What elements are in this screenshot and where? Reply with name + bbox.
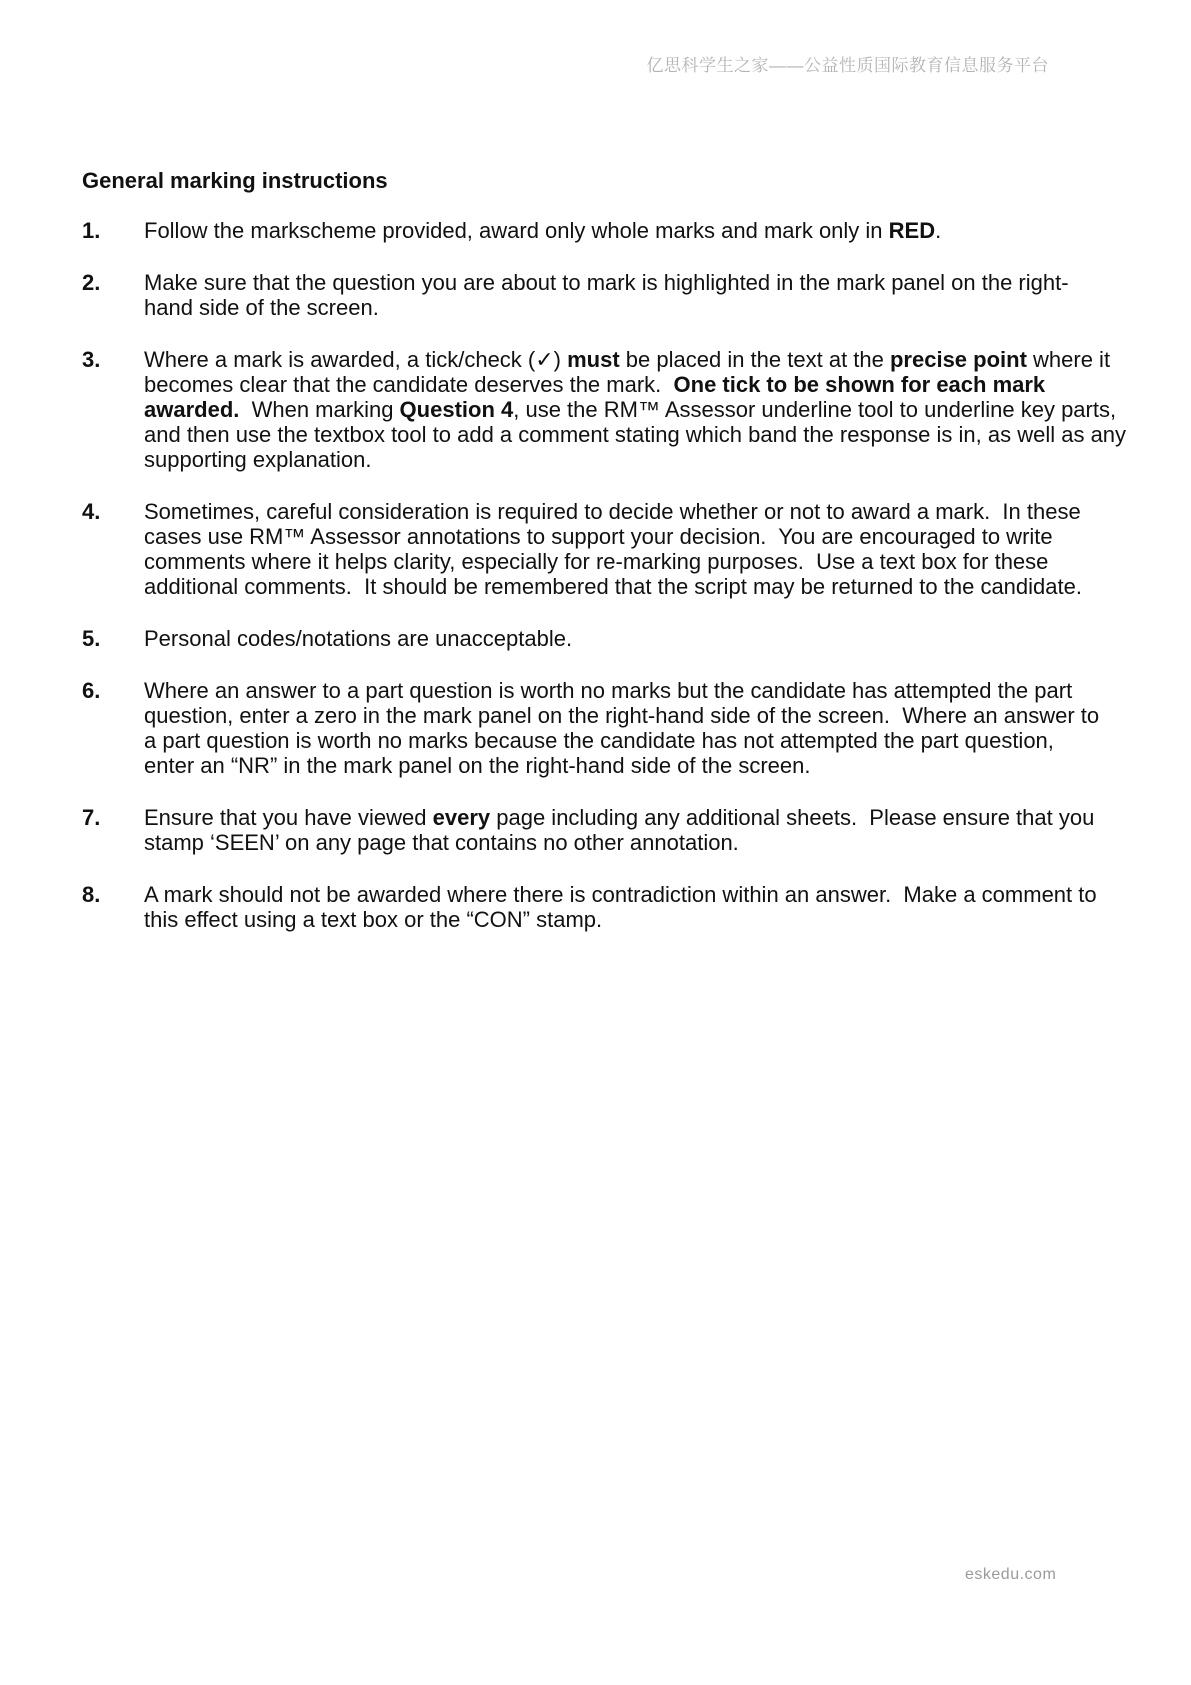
- instruction-number: 7.: [82, 805, 101, 830]
- instruction-line: [144, 703, 1099, 728]
- instruction-number: 5.: [82, 626, 101, 651]
- text-segment: additional comments. It should be remembered that the script may be returned to the candidate.: [144, 574, 1082, 599]
- text-segment: .: [935, 218, 942, 243]
- instruction-line: [144, 372, 1126, 397]
- instruction-text: [144, 678, 1099, 778]
- instruction-text: [144, 882, 1097, 932]
- text-segment: a part question is worth no marks because the candidate has not attempted the part question,: [144, 728, 1054, 753]
- instruction-line: [144, 549, 1082, 574]
- instruction-line: [144, 347, 1126, 372]
- text-segment: supporting explanation.: [144, 447, 372, 472]
- instruction-line: [144, 574, 1082, 599]
- instruction-number: 8.: [82, 882, 101, 907]
- text-segment: Personal codes/notations are unacceptable.: [144, 626, 573, 651]
- text-segment: hand side of the screen.: [144, 295, 379, 320]
- text-segment: this effect using a text box or the “CON” stamp.: [144, 907, 603, 932]
- instruction-text: [144, 499, 1082, 599]
- instruction-line: [144, 270, 1069, 295]
- instruction-line: [144, 830, 1094, 855]
- instruction-item: [82, 499, 1126, 599]
- instruction-text: [144, 218, 941, 243]
- instruction-number: 3.: [82, 347, 101, 372]
- instruction-item: [82, 270, 1126, 320]
- instruction-number: 4.: [82, 499, 101, 524]
- instruction-line: [144, 678, 1099, 703]
- instruction-line: [144, 882, 1097, 907]
- bold-text-segment: One tick to be shown for each mark: [673, 372, 1046, 397]
- instruction-line: [144, 753, 1099, 778]
- instruction-text: [144, 347, 1126, 472]
- marking-instructions-section: [82, 168, 1126, 959]
- instruction-item: [82, 678, 1126, 778]
- site-watermark-footer: eskedu.com: [965, 1566, 1057, 1583]
- instruction-item: [82, 805, 1126, 855]
- instruction-number: 6.: [82, 678, 101, 703]
- text-segment: stamp ‘SEEN’ on any page that contains no other annotation.: [144, 830, 739, 855]
- instruction-line: [144, 805, 1094, 830]
- text-segment: question, enter a zero in the mark panel on the right-hand side of the screen. Where an answer to: [144, 703, 1100, 728]
- instruction-line: [144, 907, 1097, 932]
- instruction-line: [144, 499, 1082, 524]
- text-segment: cases use RM™ Assessor annotations to support your decision. You are encouraged to write: [144, 524, 1053, 549]
- text-segment: comments where it helps clarity, especially for re-marking purposes. Use a text box for these: [144, 549, 1049, 574]
- text-segment: page including any additional sheets. Please ensure that you: [490, 805, 1095, 830]
- text-segment: Follow the markscheme provided, award only whole marks and mark only in: [144, 218, 889, 243]
- instructions-list: [82, 218, 1126, 932]
- instruction-text: [144, 270, 1069, 320]
- instruction-text: [144, 626, 572, 651]
- instruction-item: [82, 347, 1126, 472]
- bold-text-segment: awarded.: [144, 397, 240, 422]
- text-segment: becomes clear that the candidate deserves the mark.: [144, 372, 674, 397]
- text-segment: A mark should not be awarded where there is contradiction within an answer. Make a comment to: [144, 882, 1097, 907]
- instruction-item: [82, 218, 1126, 243]
- text-segment: and then use the textbox tool to add a comment stating which band the response is in, as well as any: [144, 422, 1127, 447]
- text-segment: When marking: [239, 397, 400, 422]
- instruction-line: [144, 447, 1126, 472]
- text-segment: Where a mark is awarded, a tick/check (✓): [144, 347, 568, 372]
- text-segment: Make sure that the question you are about to mark is highlighted in the mark panel on the right-: [144, 270, 1069, 295]
- instruction-line: [144, 397, 1126, 422]
- instruction-number: 2.: [82, 270, 101, 295]
- text-segment: , use the RM™ Assessor underline tool to underline key parts,: [513, 397, 1117, 422]
- bold-text-segment: precise point: [889, 347, 1027, 372]
- instruction-line: [144, 524, 1082, 549]
- page-title: General marking instructions: [82, 168, 388, 193]
- instruction-item: [82, 882, 1126, 932]
- bold-text-segment: RED: [888, 218, 936, 243]
- instruction-number: 1.: [82, 218, 101, 243]
- instruction-line: [144, 626, 572, 651]
- text-segment: enter an “NR” in the mark panel on the right-hand side of the screen.: [144, 753, 811, 778]
- text-segment: be placed in the text at the: [619, 347, 890, 372]
- instruction-text: [144, 805, 1094, 855]
- site-watermark-header: 亿思科学生之家——公益性质国际教育信息服务平台: [646, 56, 1049, 75]
- bold-text-segment: must: [567, 347, 620, 372]
- bold-text-segment: Question 4: [399, 397, 514, 422]
- instruction-line: [144, 295, 1069, 320]
- text-segment: Sometimes, careful consideration is required to decide whether or not to award a mark. In these: [144, 499, 1081, 524]
- instruction-line: [144, 422, 1126, 447]
- instruction-line: [144, 728, 1099, 753]
- instruction-line: [144, 218, 941, 243]
- instruction-item: [82, 626, 1126, 651]
- bold-text-segment: every: [432, 805, 491, 830]
- text-segment: Ensure that you have viewed: [144, 805, 433, 830]
- text-segment: where it: [1026, 347, 1111, 372]
- text-segment: Where an answer to a part question is worth no marks but the candidate has attempted the part: [144, 678, 1073, 703]
